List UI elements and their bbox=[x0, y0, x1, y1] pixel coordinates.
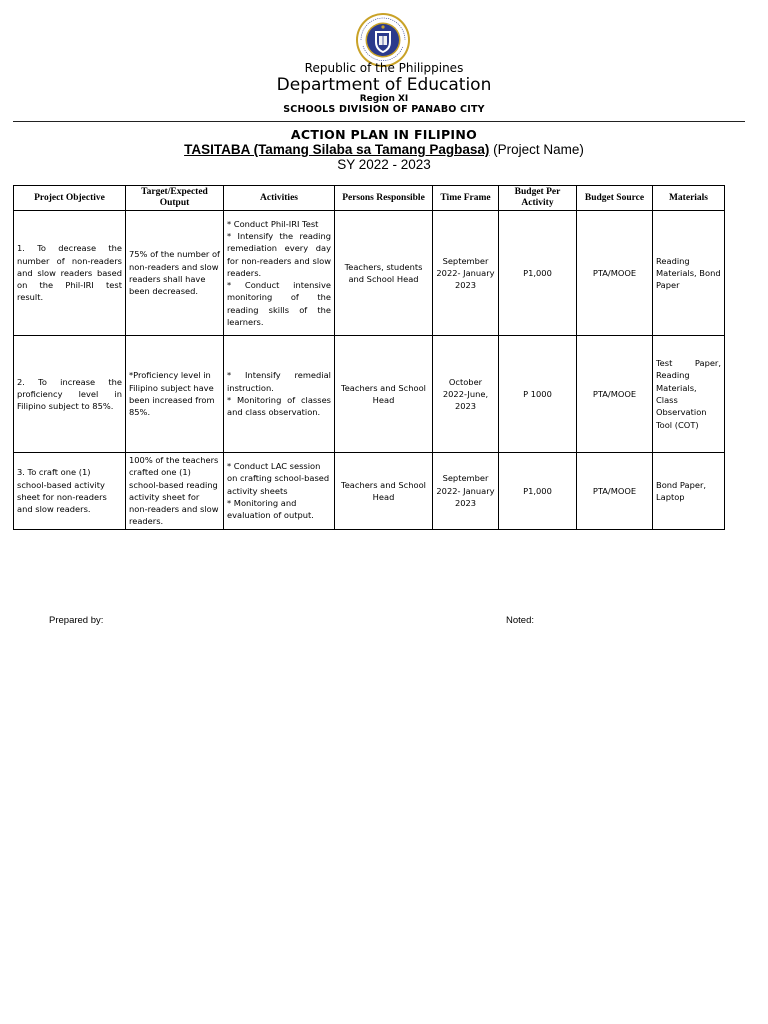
action-plan-table bbox=[13, 185, 725, 530]
republic-label: Republic of the Philippines bbox=[304, 61, 464, 75]
header-divider bbox=[13, 121, 745, 122]
source-cell: PTA/MOOE bbox=[577, 336, 653, 453]
deped-seal-logo bbox=[355, 12, 411, 68]
materials-cell: Reading Materials, Bond Paper bbox=[653, 211, 725, 336]
activities-cell bbox=[224, 336, 335, 453]
budget-cell: P1,000 bbox=[499, 453, 577, 530]
project-name-suffix: (Project Name) bbox=[489, 142, 584, 157]
output-cell: *Proficiency level in Filipino subject have been increased from 85%. bbox=[126, 336, 224, 453]
school-year: SY 2022 - 2023 bbox=[337, 157, 431, 172]
plan-title: ACTION PLAN IN FILIPINO bbox=[290, 127, 478, 142]
persons-cell: Teachers and School Head bbox=[335, 453, 433, 530]
activities-cell bbox=[224, 211, 335, 336]
column-header: Project Objective bbox=[14, 186, 126, 211]
objective-cell: 1. To decrease the number of non-readers and slow readers based on the Phil-IRI test result. bbox=[14, 211, 126, 336]
activities-cell bbox=[224, 453, 335, 530]
materials-cell: Test Paper, Reading Materials, Class Observation Tool (COT) bbox=[653, 336, 725, 453]
column-header: Materials bbox=[653, 186, 725, 211]
activity-item: * Monitoring and evaluation of output. bbox=[227, 498, 314, 521]
column-header: Time Frame bbox=[433, 186, 499, 211]
table-row bbox=[14, 453, 725, 530]
output-cell: 75% of the number of non-readers and slow readers shall have been decreased. bbox=[126, 211, 224, 336]
persons-cell: Teachers, students and School Head bbox=[335, 211, 433, 336]
project-name: TASITABA (Tamang Silaba sa Tamang Pagbasa) bbox=[184, 142, 490, 157]
region-label: Region XI bbox=[359, 94, 409, 104]
activity-item: * Conduct Phil-IRI Test bbox=[227, 218, 319, 229]
table-header-row bbox=[14, 186, 725, 211]
time-frame-cell: October 2022-June, 2023 bbox=[433, 336, 499, 453]
noted-label: Noted: bbox=[506, 615, 534, 626]
activity-item: * Conduct LAC session on crafting school-based activity sheets bbox=[227, 461, 330, 496]
column-header: Budget Per Activity bbox=[499, 186, 577, 211]
activity-item: * Conduct intensive monitoring of the reading skills of the learners. bbox=[227, 280, 331, 328]
table-row bbox=[14, 336, 725, 453]
project-name-line bbox=[0, 142, 768, 157]
persons-cell: Teachers and School Head bbox=[335, 336, 433, 453]
division-label: SCHOOLS DIVISION OF PANABO CITY bbox=[283, 104, 485, 115]
materials-cell: Bond Paper, Laptop bbox=[653, 453, 725, 530]
output-cell: 100% of the teachers crafted one (1) school-based reading activity sheet for non-readers and slow readers. bbox=[126, 453, 224, 530]
objective-cell: 3. To craft one (1) school-based activity sheet for non-readers and slow readers. bbox=[14, 453, 126, 530]
department-title: Department of Education bbox=[276, 75, 492, 95]
time-frame-cell: September 2022- January 2023 bbox=[433, 453, 499, 530]
activity-item: * Monitoring of classes and class observation. bbox=[227, 395, 331, 418]
time-frame-cell: September 2022- January 2023 bbox=[433, 211, 499, 336]
objective-cell: 2. To increase the proficiency level in Filipino subject to 85%. bbox=[14, 336, 126, 453]
source-cell: PTA/MOOE bbox=[577, 453, 653, 530]
table-row bbox=[14, 211, 725, 336]
budget-cell: P 1000 bbox=[499, 336, 577, 453]
column-header: Activities bbox=[224, 186, 335, 211]
column-header: Budget Source bbox=[577, 186, 653, 211]
column-header: Target/Expected Output bbox=[126, 186, 224, 211]
prepared-by-label: Prepared by: bbox=[49, 615, 104, 626]
budget-cell: P1,000 bbox=[499, 211, 577, 336]
activity-item: * Intensify the reading remediation every day for non-readers and slow readers. bbox=[227, 230, 331, 278]
activity-item: * Intensify remedial instruction. bbox=[227, 370, 331, 393]
column-header: Persons Responsible bbox=[335, 186, 433, 211]
source-cell: PTA/MOOE bbox=[577, 211, 653, 336]
